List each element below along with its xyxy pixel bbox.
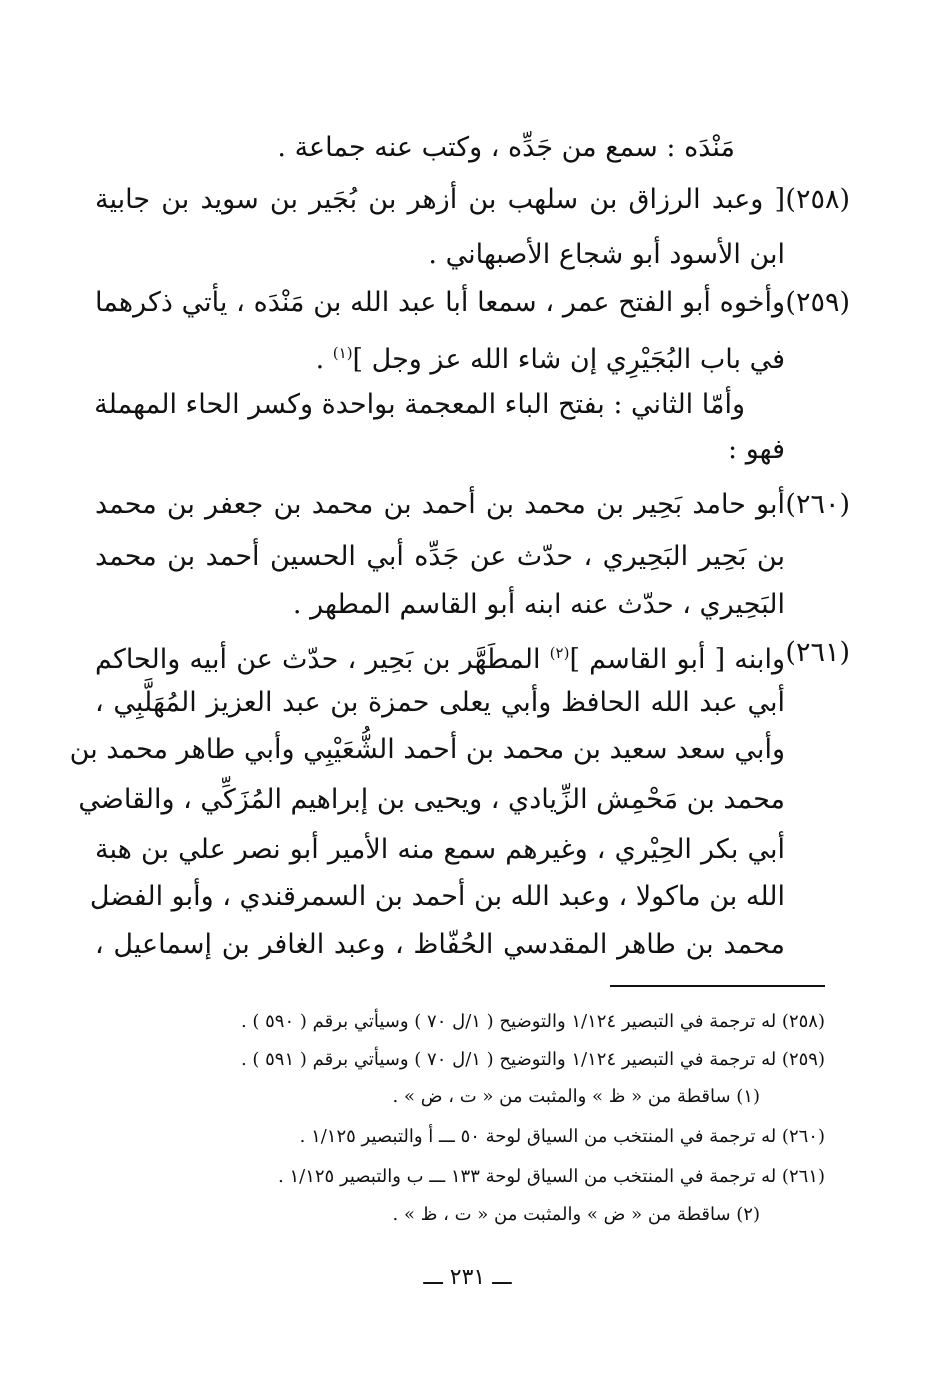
entry-number: (٢٦١) bbox=[785, 637, 850, 668]
footnote-258: (٢٥٨) له ترجمة في التبصير ١/١٢٤ والتوضيح ( ١/ل ٧٠ ) وسيأتي برقم ( ٥٩٠ ) . bbox=[240, 1011, 825, 1032]
entry-258-line-2: ابن الأسود أبو شجاع الأصبهاني . bbox=[428, 239, 785, 270]
entry-261-line-2: أبي عبد الله الحافظ وأبي يعلى حمزة بن عبد العزيز المُهَلَّبِي ، bbox=[95, 687, 785, 718]
entry-259-line-2 bbox=[316, 333, 785, 373]
entry-line bbox=[95, 633, 785, 680]
entry-261-line-4: محمد بن مَحْمِش الزِّيادي ، ويحيى بن إبراهيم المُزَكِّي ، والقاضي bbox=[78, 784, 785, 815]
footnote-ref: (٢) bbox=[549, 644, 570, 662]
entry-258 bbox=[80, 180, 850, 220]
entry-260-line-2: بن بَحِير البَحِيري ، حدّث عن جَدِّه أبي الحسين أحمد بن محمد bbox=[95, 541, 785, 572]
entry-261-line-3: وأبي سعد سعيد بن محمد بن أحمد الشُّعَيْبِي وأبي طاهر محمد بن bbox=[69, 734, 785, 765]
page-number: ـــ ٢٣١ ـــ bbox=[423, 1265, 512, 1290]
entry-line: [ وعبد الرزاق بن سلهب بن أزهر بن بُجَير بن سويد بن جابية bbox=[95, 184, 785, 215]
footnote-separator bbox=[610, 985, 825, 987]
entry-line: أبو حامد بَحِير بن محمد بن أحمد بن محمد بن جعفر بن محمد bbox=[95, 489, 785, 520]
entry-number: (٢٥٨) bbox=[785, 184, 850, 215]
entry-261 bbox=[80, 633, 850, 673]
entry-261-line-7: محمد بن طاهر المقدسي الحُفّاظ ، وعبد الغافر بن إسماعيل ، bbox=[95, 929, 785, 960]
section-intro-line: وأمّا الثاني : بفتح الباء المعجمة بواحدة وكسر الحاء المهملة bbox=[94, 389, 745, 420]
footnote-1: (١) ساقطة من « ظ » والمثبت من « ت ، ض » . bbox=[392, 1086, 760, 1107]
footnote-2: (٢) ساقطة من « ض » والمثبت من « ت ، ظ » . bbox=[392, 1204, 760, 1225]
entry-line: وأخوه أبو الفتح عمر ، سمعا أبا عبد الله بن مَنْدَه ، يأتي ذكرهما bbox=[95, 287, 785, 318]
entry-number: (٢٦٠) bbox=[785, 489, 850, 520]
entry-260 bbox=[80, 485, 850, 525]
entry-text-continued: المطَهَّر بن بَحِير ، حدّث عن أبيه والحاكم bbox=[95, 644, 550, 675]
footnote-ref: (١) bbox=[332, 344, 353, 362]
entry-261-line-5: أبي بكر الحِيْري ، وغيرهم سمع منه الأمير أبو نصر علي بن هبة bbox=[95, 834, 785, 865]
entry-261-line-6: الله بن ماكولا ، وعبد الله بن أحمد بن السمرقندي ، وأبو الفضل bbox=[89, 881, 785, 912]
intro-line: مَنْدَه : سمع من جَدِّه ، وكتب عنه جماعة . bbox=[277, 132, 735, 163]
entry-text-end: . bbox=[315, 344, 333, 375]
entry-number: (٢٥٩) bbox=[785, 287, 850, 318]
entry-259 bbox=[80, 283, 850, 323]
section-intro-line-2: فهو : bbox=[728, 434, 785, 465]
entry-text: وابنه [ أبو القاسم ] bbox=[569, 644, 785, 675]
entry-text: في باب البُجَيْرِي إن شاء الله عز وجل ] bbox=[352, 344, 785, 375]
entry-260-line-3: البَحِيري ، حدّث عنه ابنه أبو القاسم المطهر . bbox=[292, 589, 785, 620]
footnote-259: (٢٥٩) له ترجمة في التبصير ١/١٢٤ والتوضيح ( ١/ل ٧٠ ) وسيأتي برقم ( ٥٩١ ) . bbox=[240, 1049, 825, 1070]
footnote-261: (٢٦١) له ترجمة في المنتخب من السياق لوحة ١٣٣ ـــ ب والتبصير ١/١٢٥ . bbox=[278, 1166, 825, 1187]
footnote-260: (٢٦٠) له ترجمة في المنتخب من السياق لوحة ٥٠ ـــ أ والتبصير ١/١٢٥ . bbox=[299, 1126, 825, 1147]
